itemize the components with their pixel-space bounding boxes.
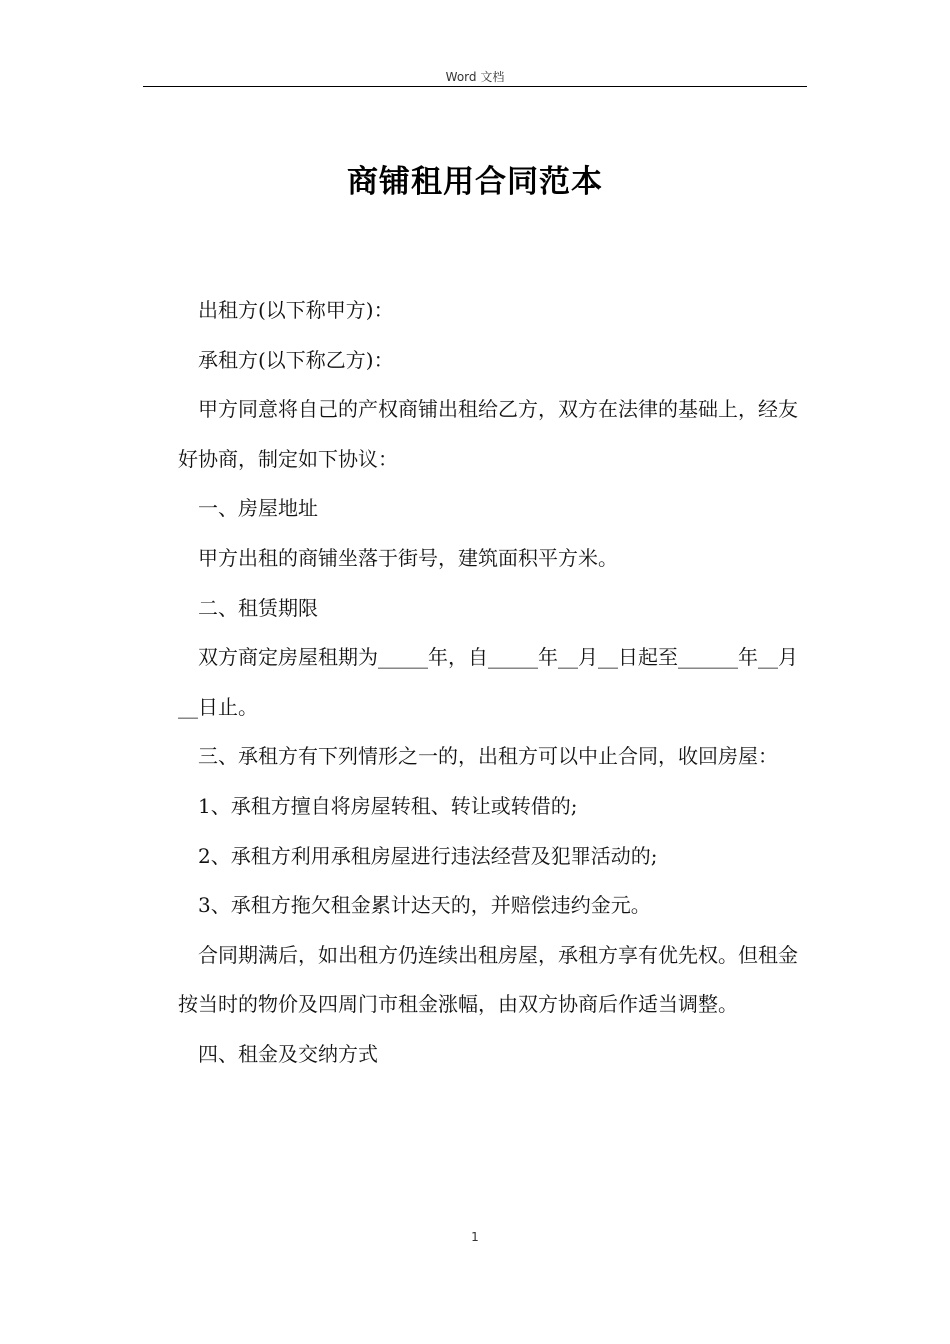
list-item-sublet: 1、承租方擅自将房屋转租、转让或转借的;: [198, 793, 578, 818]
section-heading-rent: 四、租金及交纳方式: [198, 1041, 378, 1066]
document-title: 商铺租用合同范本: [347, 164, 603, 200]
paragraph-lessee: 承租方(以下称乙方)：: [198, 347, 394, 372]
header-rule: [143, 86, 807, 87]
paragraph-renewal: 合同期满后，如出租方仍连续出租房屋，承租方享有优先权。但租金按当时的物价及四周门市租金涨幅，由双方协商后作适当调整。: [178, 942, 798, 1017]
paragraph-agreement-intro: 甲方同意将自己的产权商铺出租给乙方，双方在法律的基础上，经友好协商，制定如下协议：: [178, 397, 798, 471]
paragraph-term: 双方商定房屋租期为_____年，自_____年__月__日起至______年__月__日止。: [178, 645, 798, 719]
section-heading-termination: 三、承租方有下列情形之一的，出租方可以中止合同，收回房屋：: [198, 744, 778, 769]
document-body: [178, 286, 808, 1080]
list-item-illegal-use: 2、承租方利用承租房屋进行违法经营及犯罪活动的;: [198, 843, 658, 868]
list-item-arrears: 3、承租方拖欠租金累计达天的，并赔偿违约金元。: [198, 893, 651, 918]
section-heading-address: 一、房屋地址: [198, 496, 318, 521]
page-number: 1: [471, 1230, 479, 1244]
header-text: Word 文档: [445, 70, 505, 84]
section-heading-term: 二、租赁期限: [198, 595, 318, 620]
paragraph-lessor: 出租方(以下称甲方)：: [198, 298, 394, 322]
paragraph-address: 甲方出租的商铺坐落于街号，建筑面积平方米。: [198, 545, 618, 570]
